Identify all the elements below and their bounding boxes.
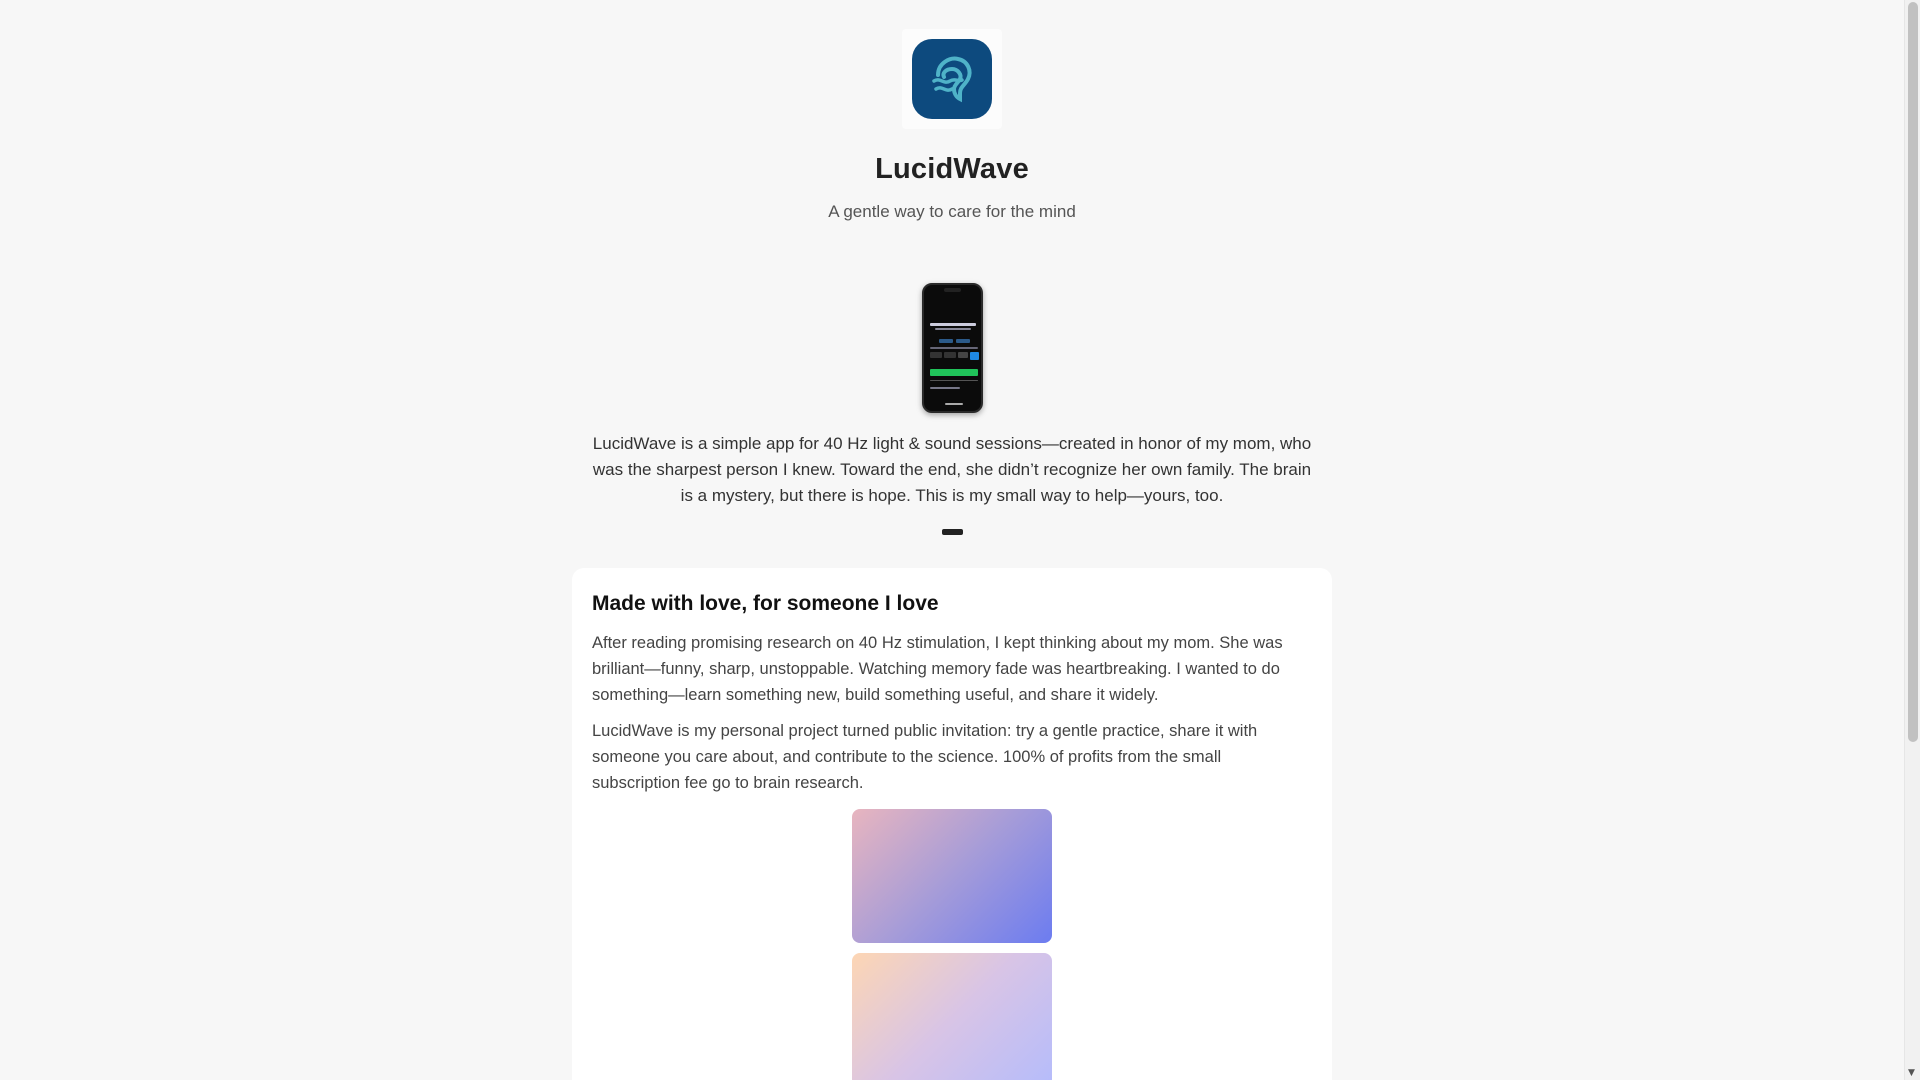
app-logo: [902, 29, 1002, 129]
story-paragraph-1: After reading promising research on 40 Hz stimulation, I kept thinking about my mom. She was brilliant—funny, sharp, unstoppable. Watching memory fade was heartbreaking. I wanted to do something—learn something new, build something useful, and share it widely.: [592, 634, 1283, 704]
intro-text: LucidWave is a simple app for 40 Hz light & sound sessions—created in honor of my mom, who was the sharpest person I knew. Toward the end, she didn’t recognize her own family. The brain is a mystery, but there is hope. This is my small way to help—yours, too.: [592, 434, 1312, 505]
app-tagline: A gentle way to care for the mind: [828, 202, 1076, 221]
story-heading: Made with love, for someone I love: [592, 592, 939, 615]
scroll-down-arrow-icon[interactable]: ▼: [1908, 1068, 1915, 1078]
story-paragraph-2: LucidWave is my personal project turned public invitation: try a gentle practice, share it with someone you care about, and contribute to the science. 100% of profits from the small subscription fee go to brain research.: [592, 722, 1258, 792]
scrollbar-thumb[interactable]: [1908, 2, 1918, 742]
gradient-image-1: [852, 809, 1052, 943]
carousel-indicator[interactable]: [942, 529, 963, 535]
page-scrollbar[interactable]: [1904, 0, 1920, 1080]
phone-screenshot: [922, 283, 983, 413]
app-title: LucidWave: [875, 153, 1029, 185]
gradient-image-2: [852, 953, 1052, 1080]
brain-wave-icon: [912, 39, 992, 119]
hero: [572, 29, 1332, 535]
story-card: [572, 568, 1332, 1080]
